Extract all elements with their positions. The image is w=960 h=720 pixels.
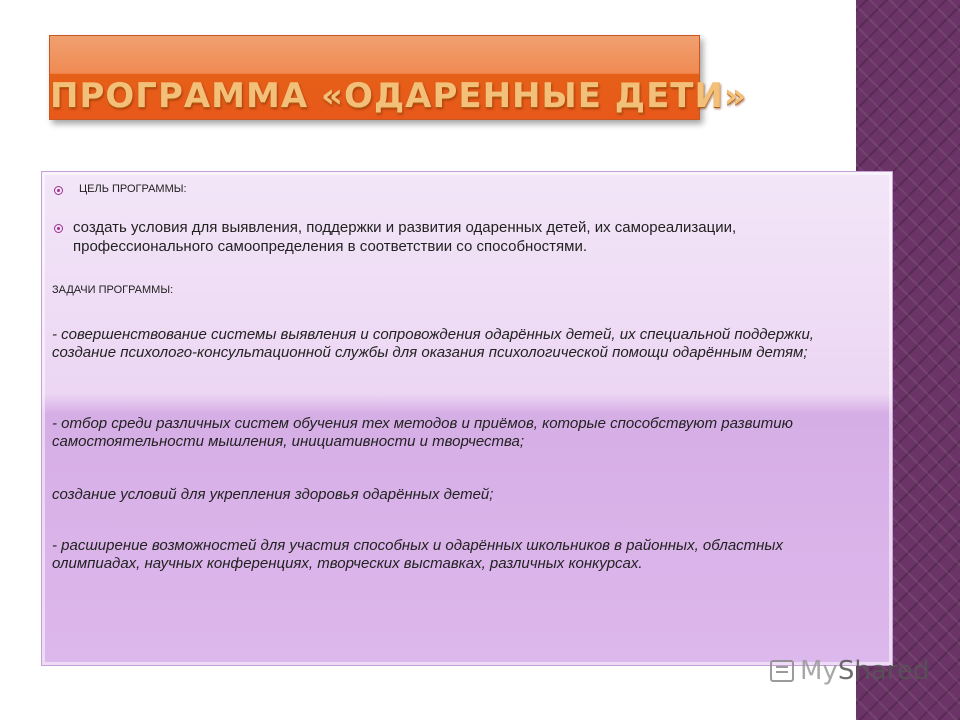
task-item-2: - отбор среди различных систем обучения тех методов и приёмов, которые способствуют развитию самостоятельности мышления, инициативности и творчества;: [52, 415, 793, 450]
watermark-text: MyShared: [800, 656, 930, 686]
task-item-3: создание условий для укрепления здоровья одарённых детей;: [52, 486, 494, 503]
bullet-icon: [54, 224, 63, 233]
title-banner: [49, 35, 747, 120]
goal-heading-row: [54, 180, 872, 195]
goal-heading: ЦЕЛЬ ПРОГРАММЫ:: [79, 183, 187, 195]
slide-title: ПРОГРАММА «ОДАРЕННЫЕ ДЕТИ»: [50, 76, 747, 116]
goal-text-row: [54, 218, 872, 256]
goal-text: создать условия для выявления, поддержки и развития одаренных детей, их самореализации, профессионального самоопределения в соответствии со способностями.: [73, 219, 737, 255]
tasks-heading: ЗАДАЧИ ПРОГРАММЫ:: [52, 284, 174, 296]
content-panel: [41, 171, 893, 666]
slideshow-icon: [770, 660, 794, 682]
myshared-watermark: [770, 656, 929, 686]
bullet-icon: [54, 186, 63, 195]
task-item-1: - совершенствование системы выявления и сопровождения одарённых детей, их специальной поддержки, создание психолого-консультационной службы для оказания психологической помощи одарённым детям;: [52, 326, 814, 361]
task-item-4: - расширение возможностей для участия способных и одарённых школьников в районных, областных олимпиадах, научных конференциях, творческих выставках, различных конкурсах.: [52, 537, 783, 572]
